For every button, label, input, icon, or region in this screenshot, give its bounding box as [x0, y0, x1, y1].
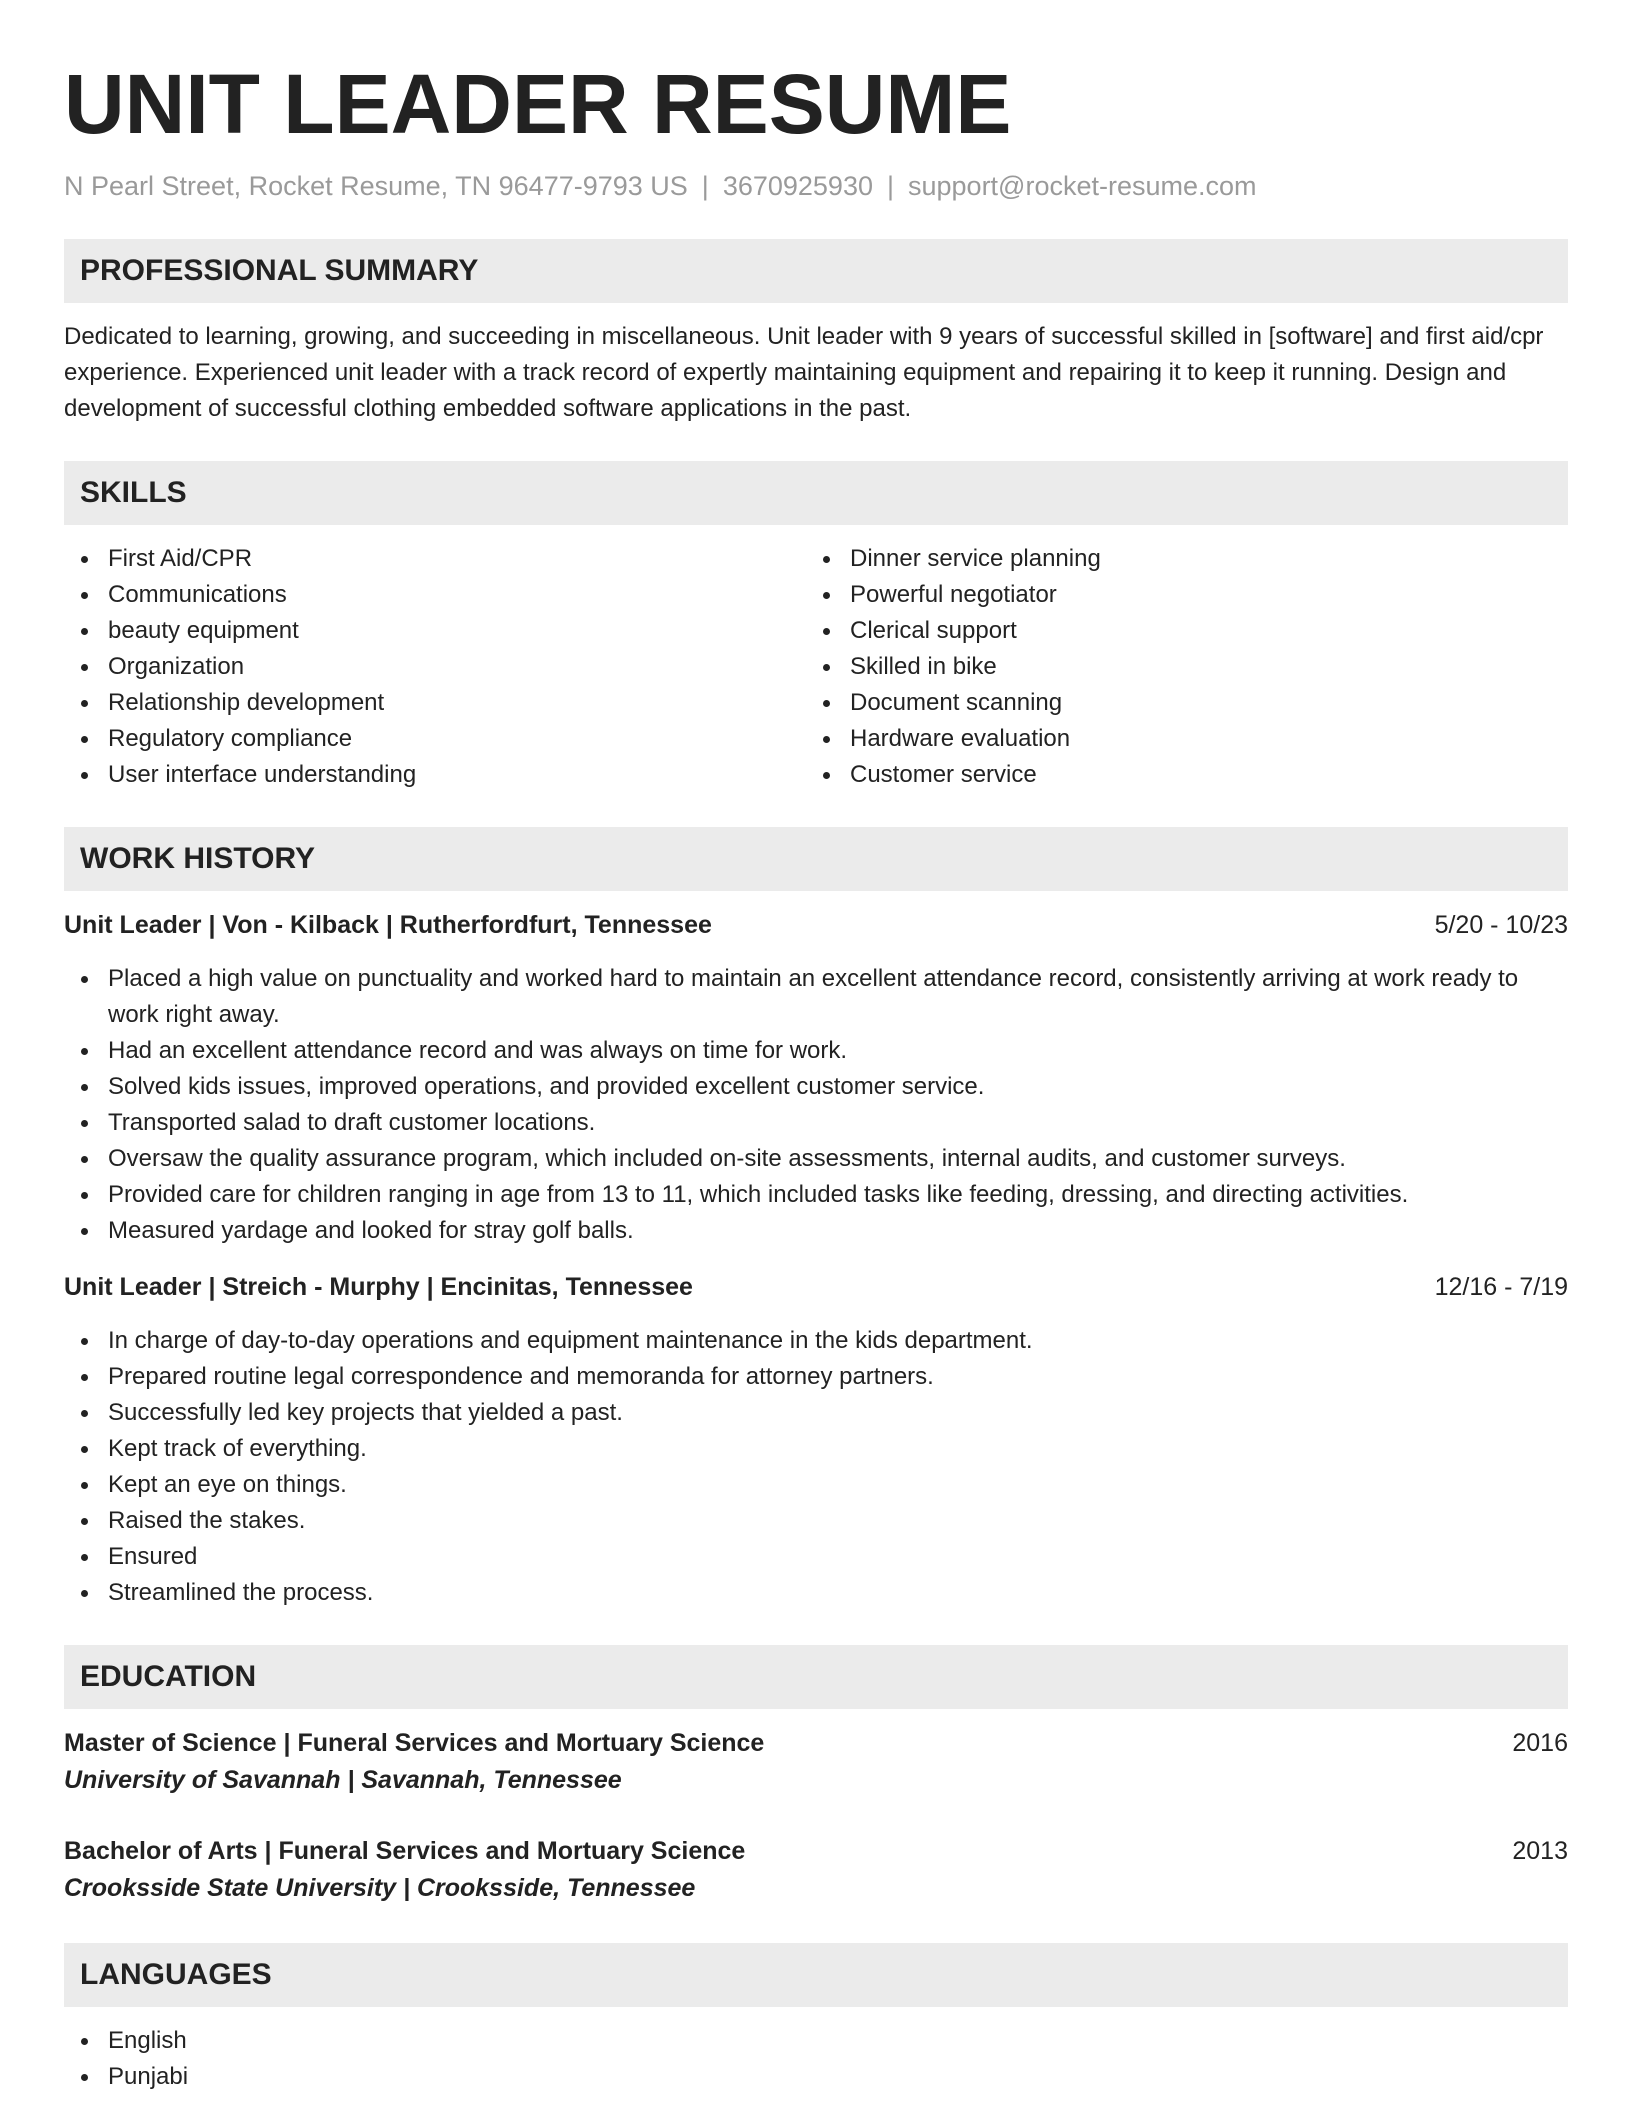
skills-heading: SKILLS	[64, 461, 1568, 525]
skills-list	[64, 541, 1568, 793]
job-bullet: Oversaw the quality assurance program, which included on-site assessments, internal audits, and customer surveys.	[64, 1141, 1568, 1177]
job-dates: 12/16 - 7/19	[1434, 1273, 1568, 1301]
skill-item: Dinner service planning	[806, 541, 1548, 577]
work-section	[64, 827, 1568, 1611]
job-bullet: Streamlined the process.	[64, 1575, 1568, 1611]
skill-item: Document scanning	[806, 685, 1548, 721]
contact-separator: |	[886, 171, 894, 201]
education-entry	[64, 1833, 1568, 1907]
job-bullets	[64, 1323, 1568, 1611]
languages-section	[64, 1943, 1568, 2095]
contact-address: N Pearl Street, Rocket Resume, TN 96477-9793 US	[64, 171, 688, 201]
job-bullet: Kept an eye on things.	[64, 1467, 1568, 1503]
school-name: University of Savannah | Savannah, Tennessee	[64, 1766, 622, 1794]
contact-separator: |	[701, 171, 709, 201]
skill-item: Powerful negotiator	[806, 577, 1548, 613]
job-header	[64, 907, 1568, 943]
education-entry	[64, 1725, 1568, 1799]
job-bullet: Successfully led key projects that yielded a past.	[64, 1395, 1568, 1431]
skill-item: Organization	[64, 649, 806, 685]
graduation-year: 2013	[1512, 1837, 1568, 1865]
contact-phone: 3670925930	[722, 171, 873, 201]
job-title: Unit Leader | Streich - Murphy | Encinitas, Tennessee	[64, 1273, 693, 1301]
job-dates: 5/20 - 10/23	[1434, 911, 1568, 939]
page-title: UNIT LEADER RESUME	[64, 57, 1012, 151]
job-bullet: Transported salad to draft customer locations.	[64, 1105, 1568, 1141]
skill-item: Communications	[64, 577, 806, 613]
job-entry	[64, 1269, 1568, 1611]
job-bullet: Kept track of everything.	[64, 1431, 1568, 1467]
skill-item: User interface understanding	[64, 757, 806, 793]
degree-title: Master of Science | Funeral Services and Mortuary Science	[64, 1729, 765, 1757]
education-section	[64, 1645, 1568, 1907]
skill-item: First Aid/CPR	[64, 541, 806, 577]
job-bullet: Provided care for children ranging in age from 13 to 11, which included tasks like feeding, dressing, and directing activities.	[64, 1177, 1568, 1213]
skills-column-left	[64, 541, 806, 793]
job-entry	[64, 907, 1568, 1249]
graduation-year: 2016	[1512, 1729, 1568, 1757]
education-header	[64, 1725, 1568, 1761]
skill-item: Hardware evaluation	[806, 721, 1548, 757]
school-name: Crooksside State University | Crooksside, Tennessee	[64, 1874, 696, 1902]
work-heading: WORK HISTORY	[64, 827, 1568, 891]
education-heading: EDUCATION	[64, 1645, 1568, 1709]
skill-item: Regulatory compliance	[64, 721, 806, 757]
job-bullet: Placed a high value on punctuality and worked hard to maintain an excellent attendance record, consistently arriving at work ready to work right away.	[64, 961, 1568, 1033]
job-title: Unit Leader | Von - Kilback | Rutherfordfurt, Tennessee	[64, 911, 712, 939]
summary-text: Dedicated to learning, growing, and succeeding in miscellaneous. Unit leader with 9 years of successful skilled in [software] and first aid/cpr experience. Experienced unit leader with a track record of expertly maintaining equipment and repairing it to keep it running. Design and development of successful clothing embedded software applications in the past.	[64, 323, 1544, 422]
language-item: English	[64, 2023, 1568, 2059]
job-bullets	[64, 961, 1568, 1249]
education-header	[64, 1833, 1568, 1869]
skills-column-right	[806, 541, 1548, 793]
languages-heading: LANGUAGES	[64, 1943, 1568, 2007]
job-bullet: Ensured	[64, 1539, 1568, 1575]
job-bullet: Solved kids issues, improved operations, and provided excellent customer service.	[64, 1069, 1568, 1105]
degree-title: Bachelor of Arts | Funeral Services and Mortuary Science	[64, 1837, 746, 1865]
languages-list	[64, 2023, 1568, 2095]
contact-email: support@rocket-resume.com	[908, 171, 1257, 201]
summary-heading: PROFESSIONAL SUMMARY	[64, 239, 1568, 303]
job-header	[64, 1269, 1568, 1305]
skill-item: Skilled in bike	[806, 649, 1548, 685]
job-bullet: Prepared routine legal correspondence and memoranda for attorney partners.	[64, 1359, 1568, 1395]
job-bullet: In charge of day-to-day operations and equipment maintenance in the kids department.	[64, 1323, 1568, 1359]
skill-item: Customer service	[806, 757, 1548, 793]
skills-section	[64, 461, 1568, 793]
job-bullet: Raised the stakes.	[64, 1503, 1568, 1539]
skill-item: Relationship development	[64, 685, 806, 721]
summary-section	[64, 239, 1568, 427]
skill-item: beauty equipment	[64, 613, 806, 649]
job-bullet: Had an excellent attendance record and was always on time for work.	[64, 1033, 1568, 1069]
contact-line	[64, 168, 1568, 204]
job-bullet: Measured yardage and looked for stray golf balls.	[64, 1213, 1568, 1249]
resume-page	[64, 0, 1568, 2095]
skill-item: Clerical support	[806, 613, 1548, 649]
language-item: Punjabi	[64, 2059, 1568, 2095]
